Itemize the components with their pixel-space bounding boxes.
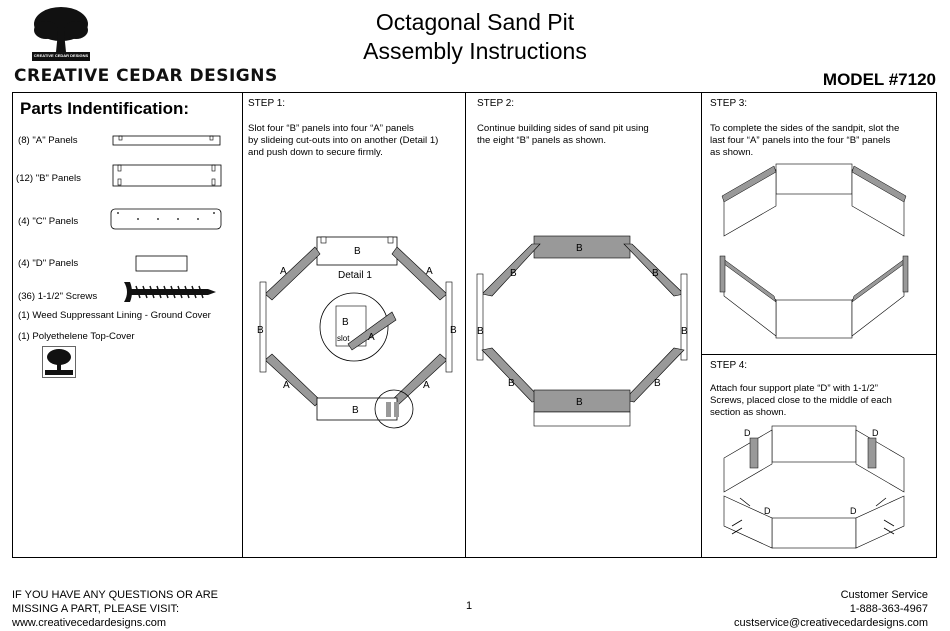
- logo-text: CREATIVE CEDAR DESIGNS: [33, 53, 89, 58]
- part-lining-label: (1) Weed Suppressant Lining - Ground Cover: [18, 310, 211, 321]
- footer-line: IF YOU HAVE ANY QUESTIONS OR ARE: [12, 589, 218, 601]
- panel-letter-a: A: [423, 380, 430, 391]
- step3-label: STEP 3:: [710, 98, 748, 109]
- panel-letter-a: A: [280, 266, 287, 277]
- footer-website-link[interactable]: www.creativecedardesigns.com: [12, 617, 167, 629]
- page-number: 1: [466, 600, 473, 612]
- parts-title: Parts Indentification:: [20, 99, 190, 118]
- panel-letter-b: B: [477, 326, 484, 337]
- panel-letter-b: B: [257, 325, 264, 336]
- step1-diagram: [250, 232, 460, 432]
- step1-text: [248, 123, 438, 159]
- part-a-label: (8) "A" Panels: [18, 135, 78, 146]
- panel-letter-b: B: [354, 246, 361, 257]
- brand-name: CREATIVE CEDAR DESIGNS: [14, 66, 278, 86]
- step3-text-line: last four “A” panels into the four “B” panels: [710, 135, 891, 146]
- panel-letter-b: B: [652, 268, 659, 279]
- panel-letter-a: A: [283, 380, 290, 391]
- step4-text-line: Screws, placed close to the middle of each: [710, 395, 892, 406]
- panel-letter-b: B: [654, 378, 661, 389]
- footer-contact-note: [12, 588, 218, 630]
- step2-diagram: [472, 230, 694, 440]
- part-b-label: (12) "B" Panels: [16, 173, 81, 184]
- step2-text-line: Continue building sides of sand pit using: [477, 123, 649, 134]
- step4-text: [710, 383, 892, 419]
- step3-diagram: [714, 160, 912, 345]
- step2-text: [477, 123, 649, 147]
- step4-text-line: section as shown.: [710, 407, 787, 418]
- step1-label: STEP 1:: [248, 98, 286, 109]
- step4-label: STEP 4:: [710, 360, 748, 371]
- panel-letter-a: A: [426, 266, 433, 277]
- panel-letter-b: B: [342, 317, 349, 328]
- step1-text-line: Slot four “B” panels into four “A” panels: [248, 123, 414, 134]
- step2-label: STEP 2:: [477, 98, 515, 109]
- panel-letter-d: D: [764, 506, 771, 516]
- slot-label: slot: [337, 334, 350, 343]
- step3-text-line: To complete the sides of the sandpit, slot the: [710, 123, 900, 134]
- part-topcover-label: (1) Polyethelene Top-Cover: [18, 331, 135, 342]
- panel-letter-b: B: [508, 378, 515, 389]
- step2-text-line: the eight “B” panels as shown.: [477, 135, 607, 146]
- part-b-panel-icon: [112, 164, 224, 188]
- footer-customer-service: [734, 588, 928, 630]
- model-number: MODEL #7120: [822, 70, 936, 89]
- small-logo-icon: [42, 346, 76, 378]
- screw-icon: [122, 280, 218, 304]
- footer-line: MISSING A PART, PLEASE VISIT:: [12, 603, 180, 615]
- panel-letter-d: D: [850, 506, 857, 516]
- part-d-label: (4) "D" Panels: [18, 258, 79, 269]
- part-d-panel-icon: [135, 255, 189, 273]
- footer-line: Customer Service: [840, 589, 928, 601]
- part-a-panel-icon: [112, 134, 222, 148]
- panel-letter-b: B: [352, 405, 359, 416]
- panel-letter-b: B: [576, 397, 583, 408]
- title-line-2: Assembly Instructions: [363, 38, 587, 64]
- footer-phone: 1-888-363-4967: [849, 603, 928, 615]
- panel-letter-d: D: [872, 428, 879, 438]
- panel-letter-b: B: [510, 268, 517, 279]
- step4-text-line: Attach four support plate “D” with 1-1/2”: [710, 383, 878, 394]
- panel-letter-a: A: [368, 332, 375, 343]
- detail-label: Detail 1: [338, 270, 372, 281]
- panel-letter-b: B: [450, 325, 457, 336]
- panel-letter-b: B: [576, 243, 583, 254]
- panel-letter-b: B: [681, 326, 688, 337]
- step3-text-line: as shown.: [710, 147, 754, 158]
- part-c-panel-icon: [110, 208, 224, 232]
- step3-text: [710, 123, 899, 159]
- part-screws-label: (36) 1-1/2" Screws: [18, 291, 98, 302]
- step1-text-line: by slideing cut-outs into on another (Detail 1): [248, 135, 439, 146]
- step4-diagram: [716, 422, 912, 554]
- footer-email-link[interactable]: custservice@creativecedardesigns.com: [734, 617, 928, 629]
- panel-letter-d: D: [744, 428, 751, 438]
- title-line-1: Octagonal Sand Pit: [375, 9, 575, 35]
- part-c-label: (4) "C" Panels: [18, 216, 79, 227]
- step1-text-line: and push down to secure firmly.: [248, 147, 383, 158]
